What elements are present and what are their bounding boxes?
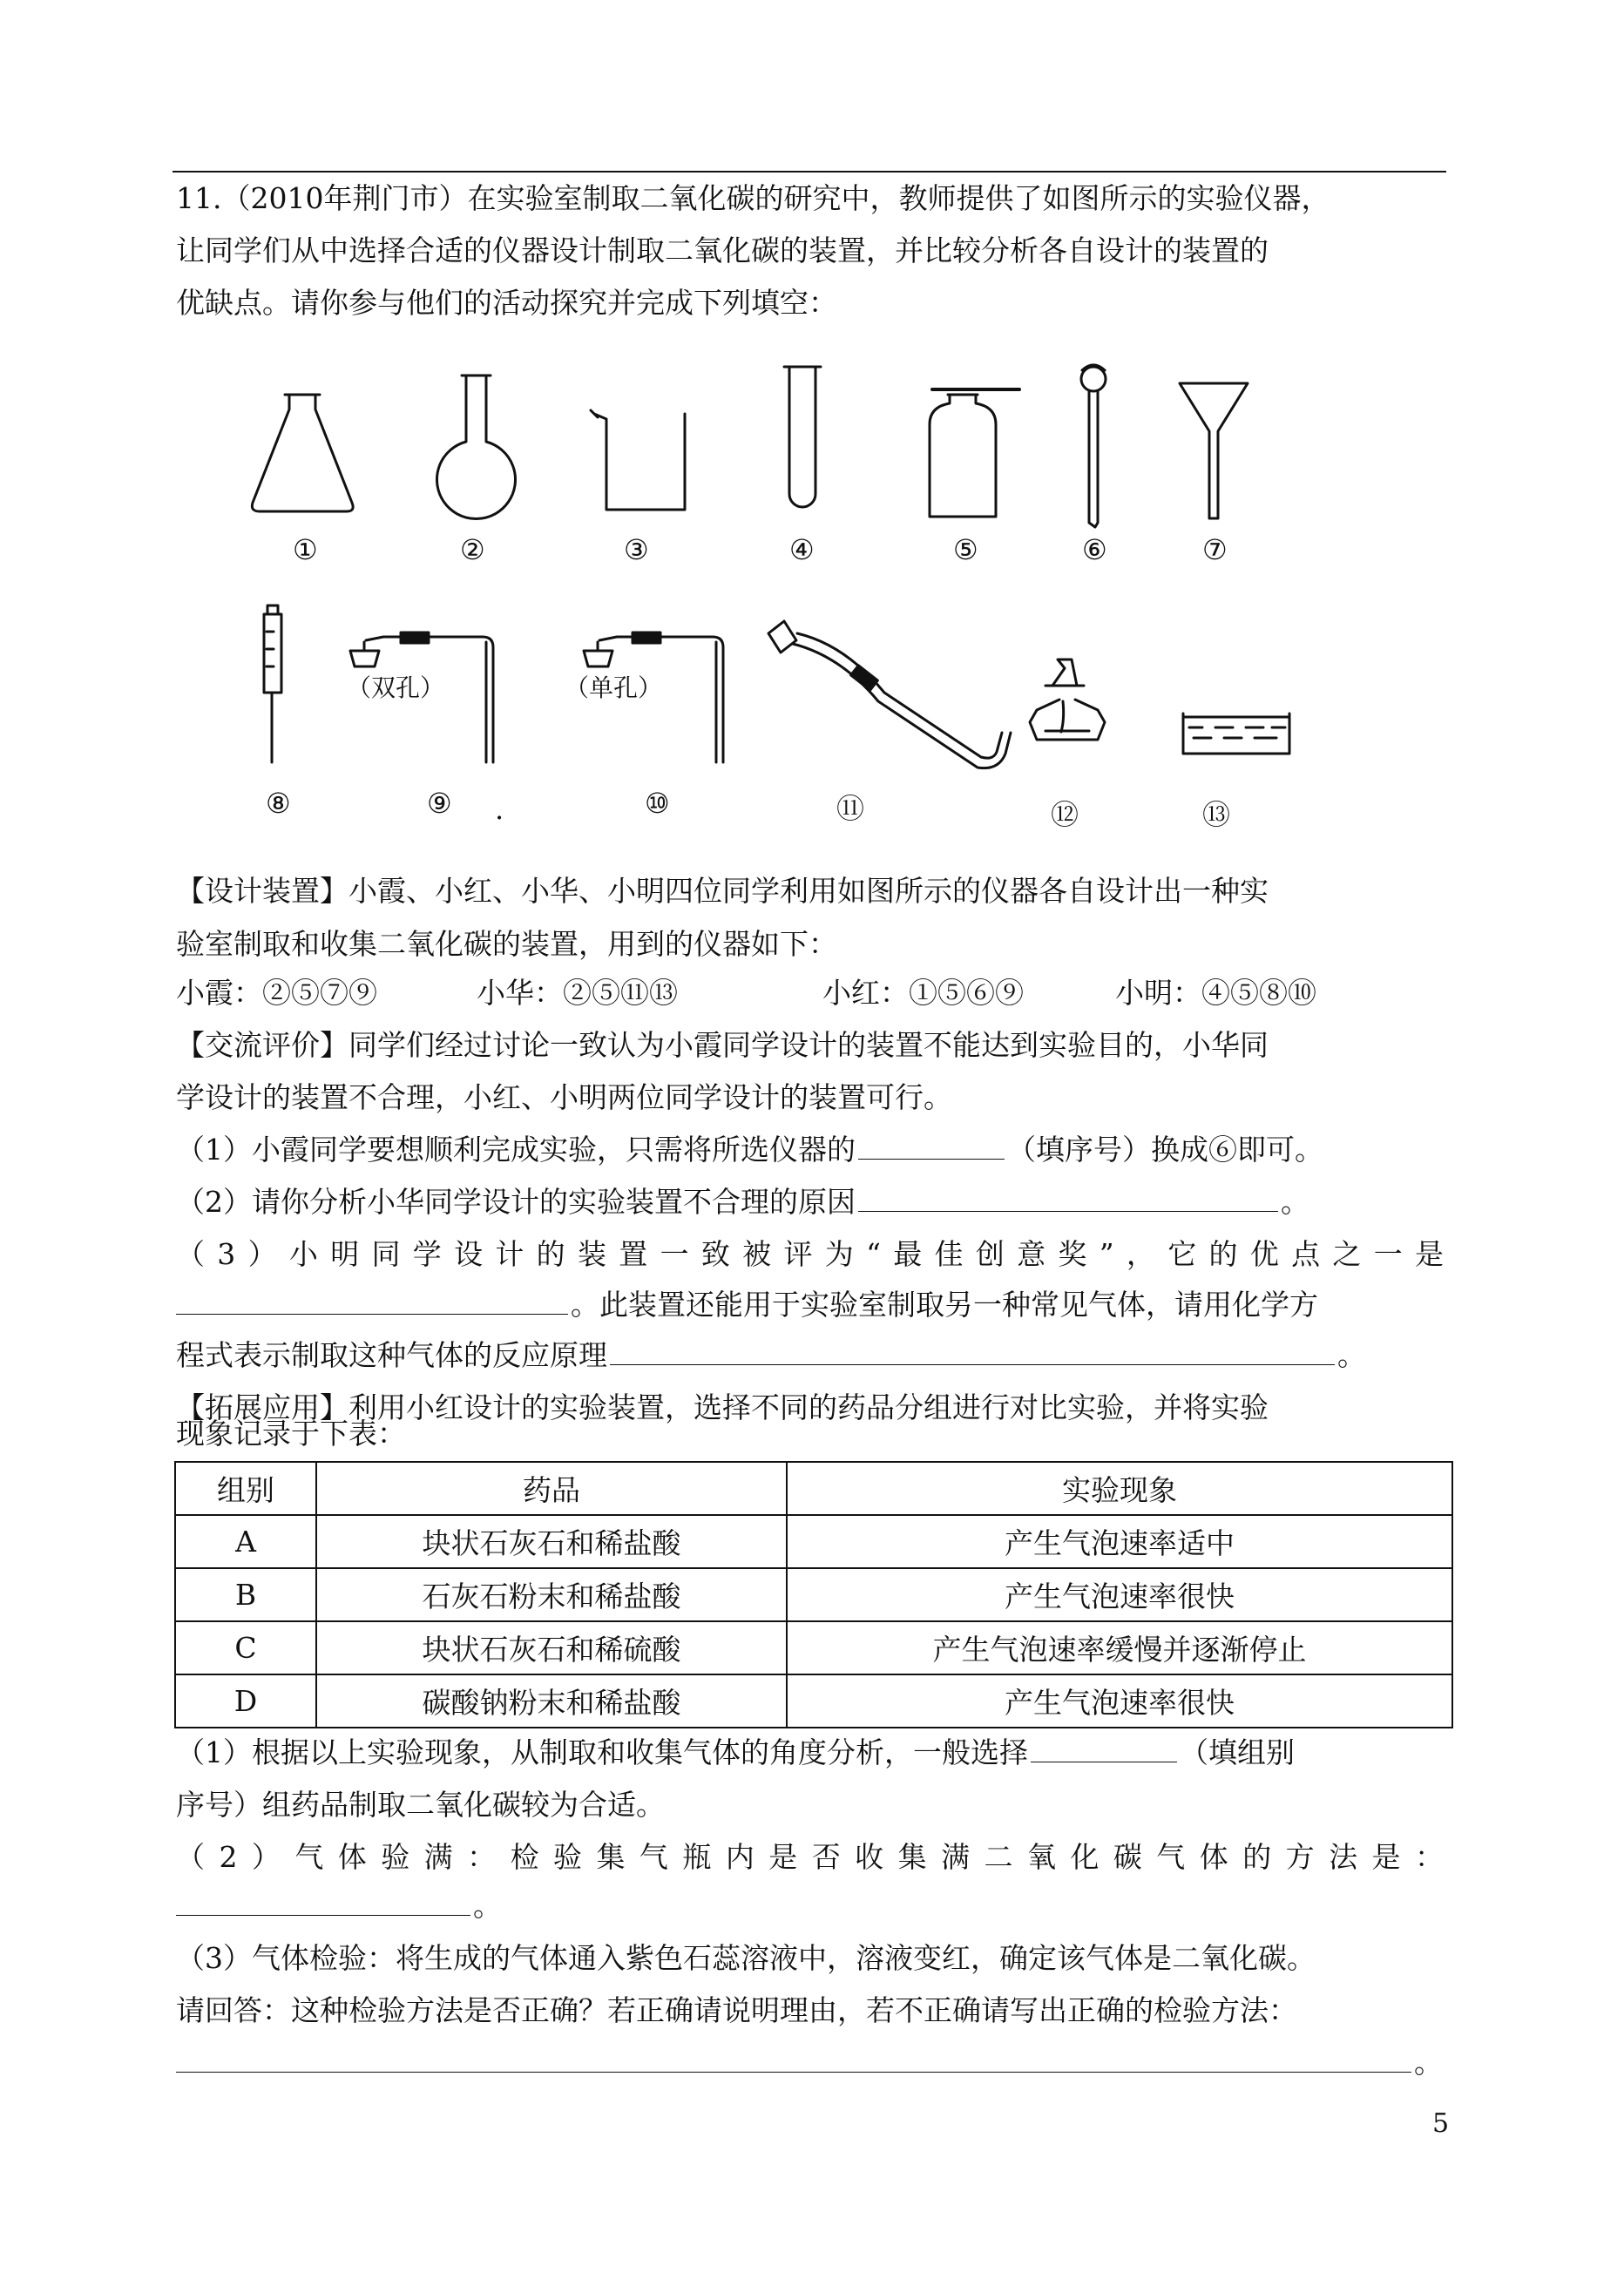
fq3-answer-blank[interactable] — [176, 2046, 1411, 2073]
evaluation-line-2: 学设计的装置不合理，小红、小明两位同学设计的装置可行。 — [176, 1080, 952, 1114]
question-line-3: 优缺点。请你参与他们的活动探究并完成下列填空： — [176, 286, 837, 320]
q3-text-d: 。 — [1337, 1338, 1366, 1372]
fq1-answer-blank[interactable] — [1031, 1735, 1177, 1762]
syringe-icon — [264, 605, 281, 762]
q3-equation-blank[interactable] — [610, 1338, 1335, 1365]
figure-dot: . — [495, 793, 504, 826]
label-12: ⑫ — [1051, 798, 1079, 831]
choice-xiaoxia: 小霞：②⑤⑦⑨ — [176, 976, 377, 1010]
page-number: 5 — [1432, 2108, 1450, 2139]
beaker-icon — [591, 410, 685, 510]
label-8: ⑧ — [266, 787, 291, 820]
q1-answer-blank[interactable] — [858, 1133, 1005, 1160]
label-2: ② — [460, 533, 485, 566]
table-row — [175, 1568, 1452, 1621]
q2-text: （2）请你分析小华同学设计的实验装置不合理的原因 — [176, 1185, 856, 1219]
cell-reagents: 石灰石粉末和稀盐酸 — [316, 1568, 787, 1621]
evaluation-q3-cont — [176, 1281, 1318, 1329]
q3-text-c: 程式表示制取这种气体的反应原理 — [176, 1338, 607, 1372]
fq1-text: （1）根据以上实验现象，从制取和收集气体的角度分析，一般选择 — [176, 1735, 1028, 1769]
fq3-text-end: 。 — [1414, 2046, 1443, 2080]
followup-q2-cont — [176, 1882, 502, 1931]
followup-q3-line-2: 请回答：这种检验方法是否正确？若正确请说明理由，若不正确请写出正确的检验方法： — [176, 1993, 1297, 2027]
question-line-1: 11.（2010年荆门市）在实验室制取二氧化碳的研究中，教师提供了如图所示的实验仪器， — [176, 181, 1330, 215]
cell-phenomenon: 产生气泡速率很快 — [787, 1568, 1452, 1621]
question-line-2: 让同学们从中选择合适的仪器设计制取二氧化碳的装置，并比较分析各自设计的装置的 — [176, 233, 1269, 267]
fq1-text-b: （填组别 — [1180, 1735, 1295, 1769]
fq2-text-end: 。 — [473, 1889, 502, 1923]
followup-q1-cont: 序号）组药品制取二氧化碳较为合适。 — [176, 1788, 665, 1822]
test-tube-icon — [784, 367, 821, 507]
double-hole-label: （双孔） — [347, 673, 445, 702]
header-reagents: 药品 — [316, 1462, 787, 1515]
label-10: ⑩ — [645, 787, 670, 820]
round-flask-icon — [436, 375, 515, 519]
table-row — [175, 1674, 1452, 1728]
followup-q2: （2）气体验满：检验集气瓶内是否收集满二氧化碳气体的方法是： — [176, 1840, 1444, 1874]
results-table — [174, 1461, 1453, 1728]
evaluation-q3: （3）小明同学设计的装置一致被评为“最佳创意奖”，它的优点之一是 — [176, 1237, 1444, 1271]
funnel-icon — [1180, 383, 1248, 518]
fq2-answer-blank[interactable] — [176, 1889, 470, 1916]
cell-reagents: 碳酸钠粉末和稀盐酸 — [316, 1674, 787, 1728]
extension-line-1: 【拓展应用】利用小红设计的实验装置，选择不同的药品分组进行对比实验，并将实验 — [176, 1390, 1269, 1424]
evaluation-line-1: 【交流评价】同学们经过讨论一致认为小霞同学设计的装置不能达到实验目的，小华同 — [176, 1028, 1269, 1062]
followup-q1 — [176, 1728, 1295, 1777]
table-row — [175, 1515, 1452, 1568]
table-row — [175, 1621, 1452, 1674]
long-neck-funnel-icon — [1081, 365, 1106, 527]
conical-flask-icon — [252, 395, 353, 511]
q1-text-end: （填序号）换成⑥即可。 — [1007, 1133, 1323, 1167]
design-line-2: 验室制取和收集二氧化碳的装置，用到的仪器如下： — [176, 927, 837, 961]
table-header-row — [175, 1462, 1452, 1515]
cell-phenomenon: 产生气泡速率适中 — [787, 1515, 1452, 1568]
cell-group: B — [175, 1568, 316, 1621]
evaluation-q1 — [176, 1126, 1323, 1174]
cell-group: D — [175, 1674, 316, 1728]
choice-xiaohong: 小红：①⑤⑥⑨ — [822, 976, 1024, 1010]
choice-xiaoming: 小明：④⑤⑧⑩ — [1115, 976, 1316, 1010]
label-1: ① — [293, 533, 318, 566]
design-line-1: 【设计装置】小霞、小红、小华、小明四位同学利用如图所示的仪器各自设计出一种实 — [176, 874, 1269, 908]
apparatus-figure — [235, 344, 1333, 832]
single-hole-label: （单孔） — [565, 673, 663, 702]
choice-xiaohua: 小华：②⑤⑪⑬ — [477, 976, 678, 1010]
cell-phenomenon: 产生气泡速率缓慢并逐渐停止 — [787, 1621, 1452, 1674]
header-group: 组别 — [175, 1462, 316, 1515]
alcohol-lamp-icon — [1030, 659, 1105, 740]
followup-q3-line-1: （3）气体检验：将生成的气体通入紫色石蕊溶液中，溶液变红，确定该气体是二氧化碳。 — [176, 1941, 1316, 1975]
evaluation-q3-equation — [176, 1331, 1366, 1380]
q3-text-b: 。此装置还能用于实验室制取另一种常见气体，请用化学方 — [571, 1288, 1318, 1322]
label-13: ⑬ — [1202, 798, 1231, 831]
label-4: ④ — [789, 533, 815, 566]
label-7: ⑦ — [1202, 533, 1228, 566]
rubber-tube-icon — [768, 621, 1011, 768]
q2-text-end: 。 — [1281, 1185, 1309, 1219]
label-11: ⑪ — [836, 792, 865, 825]
q3-answer-blank[interactable] — [176, 1288, 568, 1315]
q1-text: （1）小霞同学要想顺利完成实验，只需将所选仪器的 — [176, 1133, 856, 1167]
water-trough-icon — [1183, 714, 1289, 754]
label-6: ⑥ — [1082, 533, 1107, 566]
top-rule — [173, 171, 1446, 172]
followup-q3-answer — [176, 2039, 1443, 2087]
cell-phenomenon: 产生气泡速率很快 — [787, 1674, 1452, 1728]
cell-group: A — [175, 1515, 316, 1568]
cell-reagents: 块状石灰石和稀盐酸 — [316, 1515, 787, 1568]
q2-answer-blank[interactable] — [858, 1185, 1278, 1212]
gas-jar-icon — [930, 389, 1019, 517]
cell-reagents: 块状石灰石和稀硫酸 — [316, 1621, 787, 1674]
evaluation-q2 — [176, 1178, 1309, 1227]
label-5: ⑤ — [953, 533, 978, 566]
cell-group: C — [175, 1621, 316, 1674]
label-9: ⑨ — [427, 787, 452, 820]
extension-line-2: 现象记录于下表： — [176, 1417, 406, 1451]
label-3: ③ — [624, 533, 649, 566]
header-phenomenon: 实验现象 — [787, 1462, 1452, 1515]
